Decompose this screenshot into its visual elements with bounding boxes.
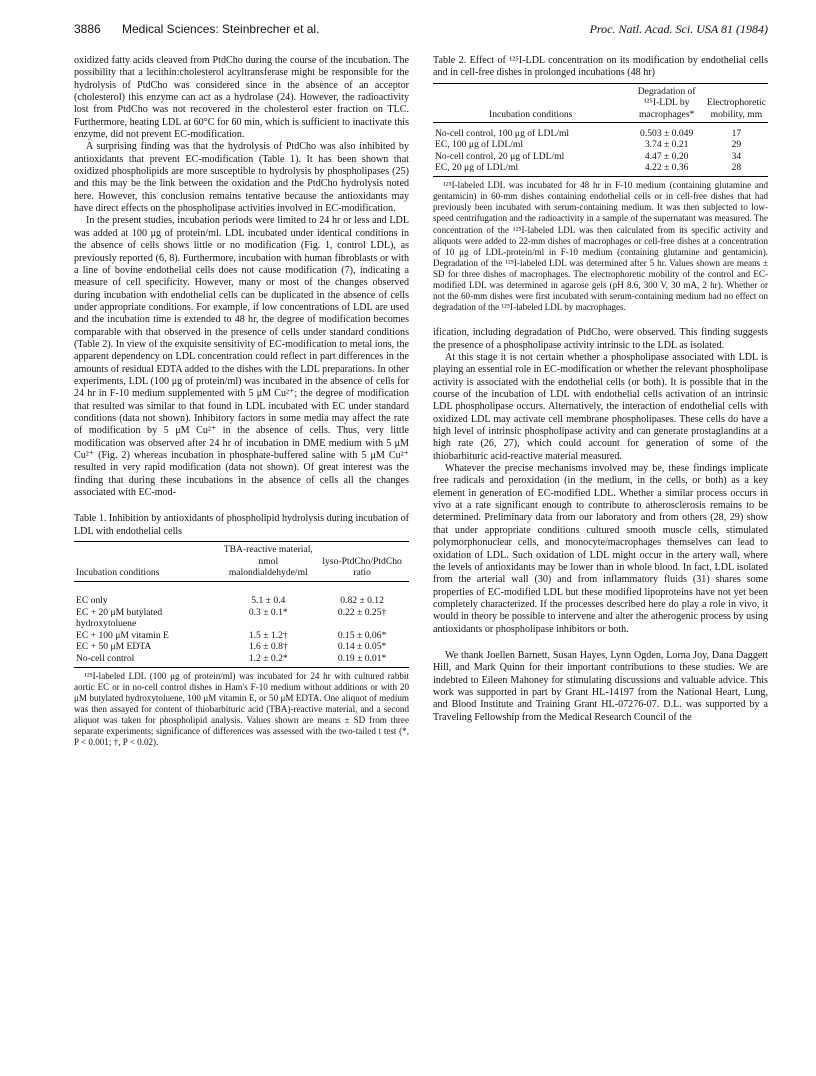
right-column [433, 55, 768, 724]
paragraph: ification, including degradation of PtdCho, were observed. This finding suggests the presence of a phospholipase activity intrinsic to the LDL as isolated. [433, 327, 768, 351]
table-cell: 28 [731, 162, 742, 174]
table-row [74, 653, 409, 665]
table-row [433, 151, 768, 163]
paragraph: At this stage it is not certain whether a phospholipase associated with LDL is playing an essential role in EC-modification or whether the relevant phospholipase activity is associated with the endothelial cells (or both). It is possible that in the course of the incubation of LDL with endothelial cells activation of an intrinsic LDL phospholipase occurs. Alternatively, the interaction of endothelial cells with oxidized LDL may activate cell membrane phospholipases. These cells do have a high level of intrinsic phospholipase activity and can generate prostaglandins at a high rate (26, 27), which could account for generation of some of the thiobarbituric acid-reactive material measured. [433, 352, 768, 462]
page-number: 3886 [74, 22, 101, 36]
column-header: lyso-PtdCho/PtdCho ratio [322, 555, 402, 579]
table-row [433, 162, 768, 174]
table-cell: 0.82 ± 0.12 [340, 595, 384, 607]
data-table [433, 83, 768, 178]
column-header: Incubation conditions [76, 567, 160, 579]
table-cell: EC, 20 μg of LDL/ml [435, 162, 519, 174]
column-header: Electrophoretic mobility, mm [706, 97, 766, 120]
table-cell: 1.5 ± 1.2† [248, 629, 288, 641]
table-cell: 1.2 ± 0.2* [248, 652, 288, 664]
table-cell: EC + 50 μM EDTA [76, 641, 152, 653]
left-column [74, 55, 409, 748]
table-cell: 0.14 ± 0.05* [337, 641, 387, 653]
table-cell: 29 [731, 139, 742, 151]
table-row [74, 595, 409, 607]
acknowledgments: We thank Joellen Barnett, Susan Hayes, Lynn Ogden, Lorna Joy, Dana Daggett Hill, and Mark Quinn for their important contributions to these studies. We are indebted to Eileen Mahoney for stimulating discussions and valuable advice. This work was supported in part by Grant HL-14197 from the National Heart, Lung, and Blood Institute and Training Grant HL-07276-07. D.L. was supported by a Traveling Fellowship from the Medical Research Council of the [433, 649, 768, 723]
table-footnote: ¹²⁵I-labeled LDL was incubated for 48 hr in F-10 medium (containing glutamine and gentamicin) in 60-mm dishes containing endothelial cells or in cell-free dishes that had previously been incubated with serum-containing medium. It was then subjected to low-speed centrifugation and the radioactivity in a sample of the supernatant was measured. The concentration of the ¹²⁵I-labeled LDL was then calculated from its specific activity and aliquots were added to 22-mm dishes of macrophages or cell-free dishes at a concentration of 10 μg of LDL-protein/ml in F-10 medium (containing glutamine and gentamicin). Degradation of the ¹²⁵I-labeled LDL was determined after 5 hr. Values shown are means ± SD for three dishes of macrophages. The electrophoretic mobility of the control and EC-modified LDL was determined in agarose gels (pH 8.6, 300 V, 30 mA, 2 hr). Whether or not the 60-mm dishes were first incubated with serum-containing medium had no effect on degradation of the ¹²⁵I-labeled LDL by macrophages. [433, 180, 768, 313]
table-cell: 17 [731, 127, 742, 139]
table-cell: EC + 100 μM vitamin E [76, 629, 169, 641]
table-cell: 0.3 ± 0.1* [248, 606, 288, 618]
table-row [433, 139, 768, 151]
table-footnote: ¹²⁵I-labeled LDL (100 μg of protein/ml) was incubated for 24 hr with cultured rabbit aortic EC or in no-cell control dishes in Ham's F-10 medium without additions or with 20 μM butylated hydroxytoluene, 100 μM vitamin E, or 50 μM EDTA. One aliquot of medium was then assayed for content of thiobarbituric acid (TBA)-reactive material, and a second aliquot was taken for phospholipid analysis. Values shown are means ± SD from three separate experiments; significance of differences was assessed with the two-tailed t test (*, P < 0.001; †, P < 0.02). [74, 670, 409, 748]
table-2 [433, 55, 768, 313]
table-cell: 34 [731, 150, 742, 162]
table-cell: 0.503 ± 0.049 [640, 127, 694, 139]
table-cell: EC only [76, 595, 108, 607]
column-header: Incubation conditions [489, 108, 573, 120]
table-caption: Table 2. Effect of ¹²⁵I-LDL concentration on its modification by endothelial cells and in cell-free dishes in prolonged incubations (48 hr) [433, 55, 768, 79]
table-row [433, 128, 768, 140]
table-row [74, 630, 409, 642]
table-cell: 5.1 ± 0.4 [251, 595, 286, 607]
table-cell: 3.74 ± 0.21 [644, 139, 689, 151]
running-header [74, 22, 768, 42]
table-row [74, 607, 409, 630]
table-cell: 4.22 ± 0.36 [644, 162, 689, 174]
table-cell: EC + 20 μM butylated hydroxytoluene [76, 606, 163, 630]
table-cell: 4.47 ± 0.20 [644, 150, 689, 162]
table-cell: EC, 100 μg of LDL/ml [435, 139, 524, 151]
table-cell: No-cell control, 100 μg of LDL/ml [435, 127, 570, 139]
paragraph: A surprising finding was that the hydrolysis of PtdCho was also inhibited by antioxidants that prevent EC-modification (Table 1). It has been shown that oxidized phospholipids are more susceptible to hydrolysis by phospholipases (25) and this may be the link between the oxidation and the PtdCho hydrolysis noted here. However, this conclusion remains tentative because the antioxidants may have direct effects on the phospholipase activities involved in EC-modification. [74, 141, 409, 215]
data-table [74, 541, 409, 668]
table-cell: No-cell control [76, 652, 135, 664]
column-header: TBA-reactive material, nmol malondialdehyde/ml [223, 544, 313, 579]
table-1 [74, 513, 409, 748]
paragraph: oxidized fatty acids cleaved from PtdCho during the course of the incubation. The possibility that a lecithin:cholesterol acyltransferase might be responsible for the hydrolysis of PtdCho was considered since in the absence of an acceptor (cholesterol) this enzyme can act as a hydrolase (24). However, the radioactivity lost from PtdCho was not recovered in the cholesterol ester fraction on TLC. Furthermore, heating LDL at 60°C for 60 min, which is sufficient to inactivate this enzyme, did not prevent EC-modification. [74, 55, 409, 141]
table-caption: Table 1. Inhibition by antioxidants of phospholipid hydrolysis during incubation of LDL with endothelial cells [74, 513, 409, 537]
table-cell: No-cell control, 20 μg of LDL/ml [435, 150, 565, 162]
table-cell: 0.19 ± 0.01* [337, 652, 387, 664]
table-cell: 1.6 ± 0.8† [248, 641, 288, 653]
table-row [74, 641, 409, 653]
paragraph: In the present studies, incubation periods were limited to 24 hr or less and LDL was added at 100 μg of protein/ml. LDL incubated under identical conditions in the absence of cells shows little or no modification (Fig. 1, control LDL), as previously reported (6, 8). Furthermore, incubation with human fibroblasts or with a line of bovine endothelial cells does not cause modification (7), indicating a measure of cell specificity. However, many or most of the changes observed during incubation with endothelial cells can be duplicated in the absence of cells under appropriate conditions. For example, if low concentrations of LDL are used and the incubation time is extended to 48 hr, the degree of modification becomes comparable with that observed in the presence of cells under standard conditions (Table 2). In view of the exquisite sensitivity of EC-modification to metal ions, the apparent dependency on LDL concentration could reflect in part differences in the amounts of residual EDTA added to the dishes with the LDL preparations. In other experiments, LDL (100 μg of protein/ml) was incubated in the absence of cells for 24 hr in F-10 medium supplemented with 5 μM Cu²⁺; the degree of modification that resulted was similar to that found in LDL incubated with EC under standard conditions (data not shown). Inhibitory factors in some media may affect the rate of modification by 5 μM Cu²⁺ in the absence of cells. Thus, very little modification was observed after 24 hr of incubation in DME medium with 5 μM Cu²⁺ (Fig. 2) whereas incubation in phosphate-buffered saline with 5 μM Cu²⁺ resulted in very rapid modification (data not shown). Of great interest was the finding that during these incubations in the absence of cells all the changes associated with EC-mod- [74, 215, 409, 499]
column-header: Degradation of ¹²⁵I-LDL by macrophages* [637, 85, 696, 120]
table-cell: 0.22 ± 0.25† [337, 606, 387, 618]
table-cell: 0.15 ± 0.06* [337, 629, 387, 641]
section-title: Medical Sciences: Steinbrecher et al. [122, 22, 320, 36]
paragraph: Whatever the precise mechanisms involved may be, these findings implicate free radicals and peroxidation (in the medium, in the cells, or both) as a key element in generation of EC-modified LDL. Whether a similar process occurs in vivo at a rate significant enough to contribute to atherosclerosis remains to be determined. Preliminary data from our laboratory and from others (28, 29) show that under appropriate conditions cultured smooth muscle cells, stimulated polymorphonuclear cells, and monocyte/macrophages themselves can lead to oxidation of LDL. Such oxidation of LDL might occur in the artery wall, where the levels of antioxidants may be lower than in whole blood. In fact, LDL isolated from the arterial wall (30) and from inflammatory fluids (31) shares some properties of EC-modified LDL but these modified lipoproteins have not yet been completely characterized. If the processes described here do play a role in vivo, it would in theory be possible to intervene and alter the atherogenic process by using antioxidants or phospholipase inhibitors or both. [433, 463, 768, 635]
journal-citation: Proc. Natl. Acad. Sci. USA 81 (1984) [589, 22, 768, 36]
